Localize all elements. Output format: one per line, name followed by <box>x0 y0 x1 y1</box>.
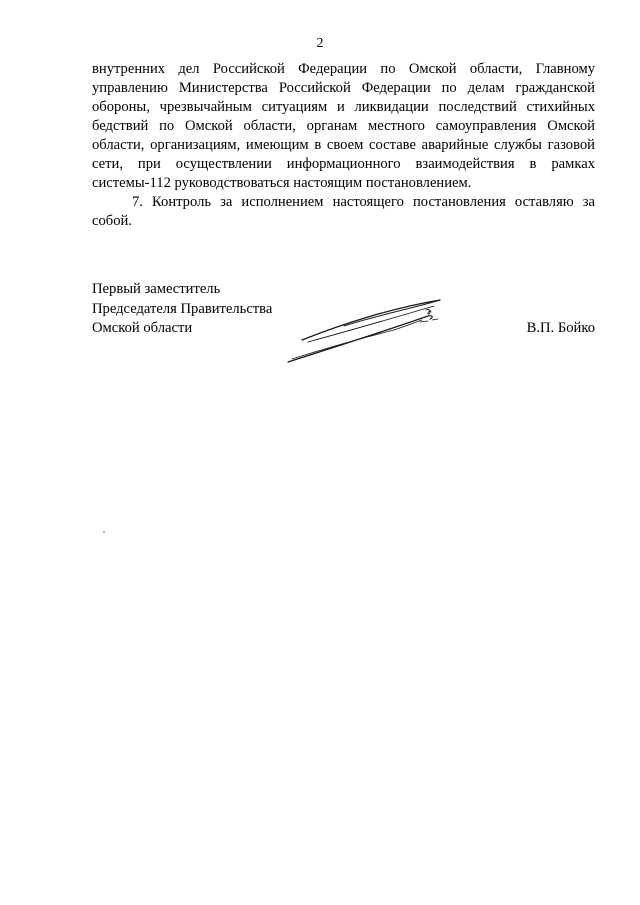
signer-name: В.П. Бойко <box>526 320 595 336</box>
scan-speck <box>103 531 105 533</box>
paragraph-continued: внутренних дел Российской Федерации по Омской области, Главному управлению Министерства Российской Федерации по делам гражданской обороны, чрезвычайным ситуациям и ликвидации последствий стихийных бедствий по Омской области, органам местного самоуправления Омской области, организациям, имеющим в своем составе аварийные службы газовой сети, при осуществлении информационного взаимодействия в рамках системы-112 руководствоваться настоящим постановлением. <box>92 61 595 191</box>
signer-position-line-1: Первый заместитель <box>92 281 221 297</box>
handwritten-signature <box>282 292 452 368</box>
signer-position-line-2: Председателя Правительства <box>92 300 273 317</box>
paragraph-7: 7. Контроль за исполнением настоящего постановления оставляю за собой. <box>92 194 595 229</box>
signer-position <box>92 280 272 339</box>
page-number: 2 <box>316 36 324 51</box>
document-body <box>92 60 595 231</box>
signer-position-line-3: Омской области <box>92 320 193 336</box>
